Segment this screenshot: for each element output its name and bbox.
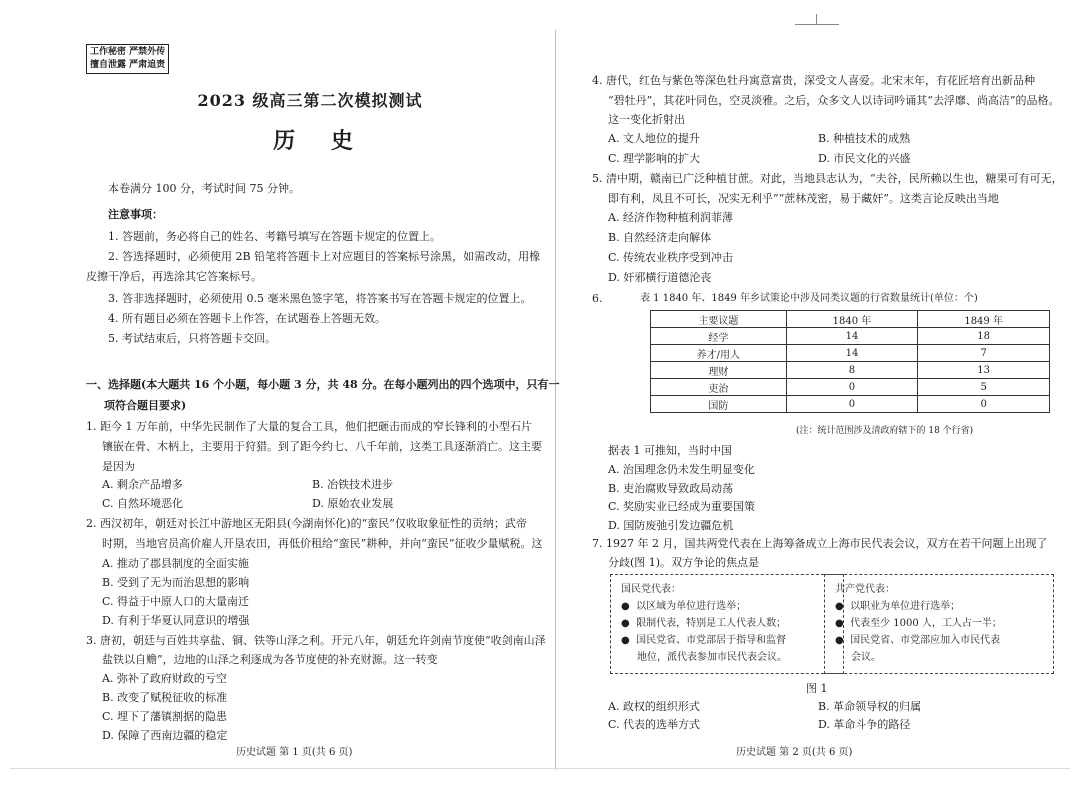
table-header-cell: 主要议题 xyxy=(651,311,787,328)
question-1-line: 1. 距今 1 万年前，中华先民制作了大量的复合工具，他们把砸击而成的窄长锋利的小型石片 xyxy=(86,420,532,433)
question-6-option-d: D. 国防废弛引发边疆危机 xyxy=(608,519,734,532)
question-5-option-b: B. 自然经济走向解体 xyxy=(608,231,712,244)
question-4-option-a: A. 文人地位的提升 xyxy=(608,132,700,145)
question-3-option-b: B. 改变了赋税征收的标准 xyxy=(102,691,228,704)
question-3-option-d: D. 保障了西南边疆的稳定 xyxy=(102,729,228,742)
kmt-title: 国民党代表： xyxy=(621,584,681,595)
table-cell: 8 xyxy=(786,362,918,379)
table-cell: 5 xyxy=(918,379,1050,396)
confidential-stamp: 工作秘密 严禁外传 擅自泄露 严肃追责 xyxy=(86,44,169,74)
question-4-option-d: D. 市民文化的兴盛 xyxy=(818,152,911,165)
cpc-item: ● 以职业为单位进行选举； xyxy=(835,601,961,612)
note-item: 4. 所有题目必须在答题卡上作答，在试题卷上答题无效。 xyxy=(108,312,386,325)
table-cell: 吏治 xyxy=(651,379,787,396)
question-1-line: 是因为 xyxy=(102,460,135,473)
table-row xyxy=(651,379,1050,396)
question-5-option-d: D. 奸邪横行道德沦丧 xyxy=(608,271,712,284)
table-cell: 0 xyxy=(786,379,918,396)
kmt-item: ● 以区域为单位进行选举； xyxy=(621,601,747,612)
table-cell: 养才/用人 xyxy=(651,345,787,362)
table-cell: 0 xyxy=(786,396,918,413)
question-4-option-c: C. 理学影响的扩大 xyxy=(608,152,701,165)
cpc-item: ● 国民党省、市党部应加入市民代表 xyxy=(835,635,1001,646)
table-header-row xyxy=(651,311,1050,328)
question-6-option-c: C. 奖励实业已经成为重要国策 xyxy=(608,500,756,513)
question-4-line: “碧牡丹”，其花叶同色，空灵淡雅。之后，众多文人以诗词吟诵其“去浮靡、尚高洁”的品格。 xyxy=(608,94,1060,107)
kmt-item: ● 限制代表，特别是工人代表人数； xyxy=(621,618,787,629)
question-7-option-a: A. 政权的组织形式 xyxy=(608,700,700,713)
question-2-option-c: C. 得益于中原人口的大量南迁 xyxy=(102,595,250,608)
table-cell: 经学 xyxy=(651,328,787,345)
question-1-line: 镶嵌在骨、木柄上，主要用于狩猎。到了距今约七、八千年前，这类工具逐渐消亡。这主要 xyxy=(102,440,542,453)
question-1-option-d: D. 原始农业发展 xyxy=(312,497,394,510)
question-6-stem: 据表 1 可推知，当时中国 xyxy=(608,444,732,457)
table-header-cell: 1849 年 xyxy=(918,311,1050,328)
table-cell: 7 xyxy=(918,345,1050,362)
question-7-option-d: D. 革命斗争的路径 xyxy=(818,718,911,731)
kmt-item-cont: 地位，派代表参加市民代表会议。 xyxy=(637,652,787,663)
page-footer: 历史试题 第 1 页(共 6 页) xyxy=(236,747,353,758)
note-item: 1. 答题前，务必将自己的姓名、考籍号填写在答题卡规定的位置上。 xyxy=(108,230,441,243)
figure-label: 图 1 xyxy=(806,682,828,695)
question-2-option-d: D. 有利于华夏认同意识的增强 xyxy=(102,614,250,627)
question-4-line: 4. 唐代，红色与紫色等深色牡丹寓意富贵，深受文人喜爱。北宋末年，有花匠培育出新品种 xyxy=(592,74,1035,87)
table-cell: 14 xyxy=(786,345,918,362)
question-3-line: 盐铁以自赡”，边地的山泽之利逐成为各节度使的补充财源。这一转变 xyxy=(102,653,438,666)
table-cell: 理财 xyxy=(651,362,787,379)
question-5-line: 5. 清中期，赣南已广泛种植甘蔗。对此，当地县志认为，“夫谷，民所赖以生也，糖果可有可无， xyxy=(592,172,1063,185)
question-1-option-a: A. 剩余产品增多 xyxy=(102,478,183,491)
section-heading-cont: 项符合题目要求) xyxy=(104,399,187,412)
note-item: 5. 考试结束后，只将答题卡交回。 xyxy=(108,332,276,345)
note-item: 皮擦干净后，再选涂其它答案标号。 xyxy=(86,270,262,283)
exam-intro: 本卷满分 100 分，考试时间 75 分钟。 xyxy=(108,182,300,195)
table-header-cell: 1840 年 xyxy=(786,311,918,328)
table-cell: 14 xyxy=(786,328,918,345)
table-cell: 0 xyxy=(918,396,1050,413)
question-5-option-c: C. 传统农业秩序受到冲击 xyxy=(608,251,734,264)
exam-title: 2023 级高三第二次模拟测试 xyxy=(197,91,423,110)
cpc-item-cont: 会议。 xyxy=(851,652,881,663)
table-title: 表 1 1840 年、1849 年乡试策论中涉及同类议题的行省数量统计(单位：个) xyxy=(640,293,978,304)
notes-heading: 注意事项： xyxy=(108,208,163,221)
note-item: 3. 答非选择题时，必须使用 0.5 毫米黑色签字笔，将答案书写在答题卡规定的位置上。 xyxy=(108,292,532,305)
question-7-line: 分歧(图 1)。双方争论的焦点是 xyxy=(608,556,760,569)
question-4-option-b: B. 种植技术的成熟 xyxy=(818,132,911,145)
table-cell: 13 xyxy=(918,362,1050,379)
cpc-position-box xyxy=(824,574,1054,674)
question-3-line: 3. 唐初，朝廷与百姓共享盐、铜、铁等山泽之利。开元八年，朝廷允许剑南节度使“收剑南山泽 xyxy=(86,634,546,647)
page-footer: 历史试题 第 2 页(共 6 页) xyxy=(736,747,853,758)
question-7-option-b: B. 革命领导权的归属 xyxy=(818,700,922,713)
question-4-line: 这一变化折射出 xyxy=(608,113,685,126)
question-2-option-a: A. 推动了郡县制度的全面实施 xyxy=(102,557,249,570)
table-row xyxy=(651,328,1050,345)
note-item: 2. 答选择题时，必须使用 2B 铅笔将答题卡上对应题目的答案标号涂黑，如需改动，用橡 xyxy=(108,250,541,263)
subject-title: 历 史 xyxy=(273,128,367,154)
page-2 xyxy=(556,0,1080,793)
section-heading: 一、选择题(本大题共 16 个小题，每小题 3 分，共 48 分。在每小题列出的四个选项中，只有一 xyxy=(86,378,560,391)
question-2-line: 时期，当地官员高价雇人开垦农田，再低价租给“蛮民”耕种，并向“蛮民”征收少量赋税。这 xyxy=(102,537,543,550)
table-row xyxy=(651,362,1050,379)
table-note: (注：统计范围涉及清政府辖下的 18 个行省) xyxy=(796,426,974,436)
kmt-item: ● 国民党省、市党部居于指导和监督 xyxy=(621,635,787,646)
table-cell: 18 xyxy=(918,328,1050,345)
cpc-item: ● 代表至少 1000 人，工人占一半； xyxy=(835,618,1002,629)
kmt-position-box xyxy=(610,574,844,674)
question-6-option-b: B. 吏治腐败导致政局动荡 xyxy=(608,482,734,495)
question-5-option-a: A. 经济作物种植利润菲薄 xyxy=(608,211,733,224)
question-7-option-c: C. 代表的选举方式 xyxy=(608,718,701,731)
question-6-option-a: A. 治国理念仍未发生明显变化 xyxy=(608,463,755,476)
question-2-option-b: B. 受到了无为而治思想的影响 xyxy=(102,576,250,589)
question-1-option-b: B. 冶铁技术进步 xyxy=(312,478,394,491)
question-2-line: 2. 西汉初年，朝廷对长江中游地区无阳县(今湖南怀化)的“蛮民”仅收取象征性的贡纳；武帝 xyxy=(86,517,527,530)
question-7-line: 7. 1927 年 2 月，国共两党代表在上海筹备成立上海市民代表会议，双方在若干问题上出现了 xyxy=(592,537,1048,550)
question-1-option-c: C. 自然环境恶化 xyxy=(102,497,184,510)
table-row xyxy=(651,396,1050,413)
question-6-number: 6. xyxy=(592,292,603,305)
question-3-option-c: C. 埋下了藩镇割据的隐患 xyxy=(102,710,228,723)
data-table xyxy=(650,310,1050,413)
question-5-line: 即有利，凤且不可长，况实无利乎”“蔗林茂密，易于藏奸”。这类言论反映出当地 xyxy=(608,192,999,205)
question-3-option-a: A. 弥补了政府财政的亏空 xyxy=(102,672,227,685)
table-row xyxy=(651,345,1050,362)
cpc-title: 共产党代表： xyxy=(835,584,895,595)
table-cell: 国防 xyxy=(651,396,787,413)
